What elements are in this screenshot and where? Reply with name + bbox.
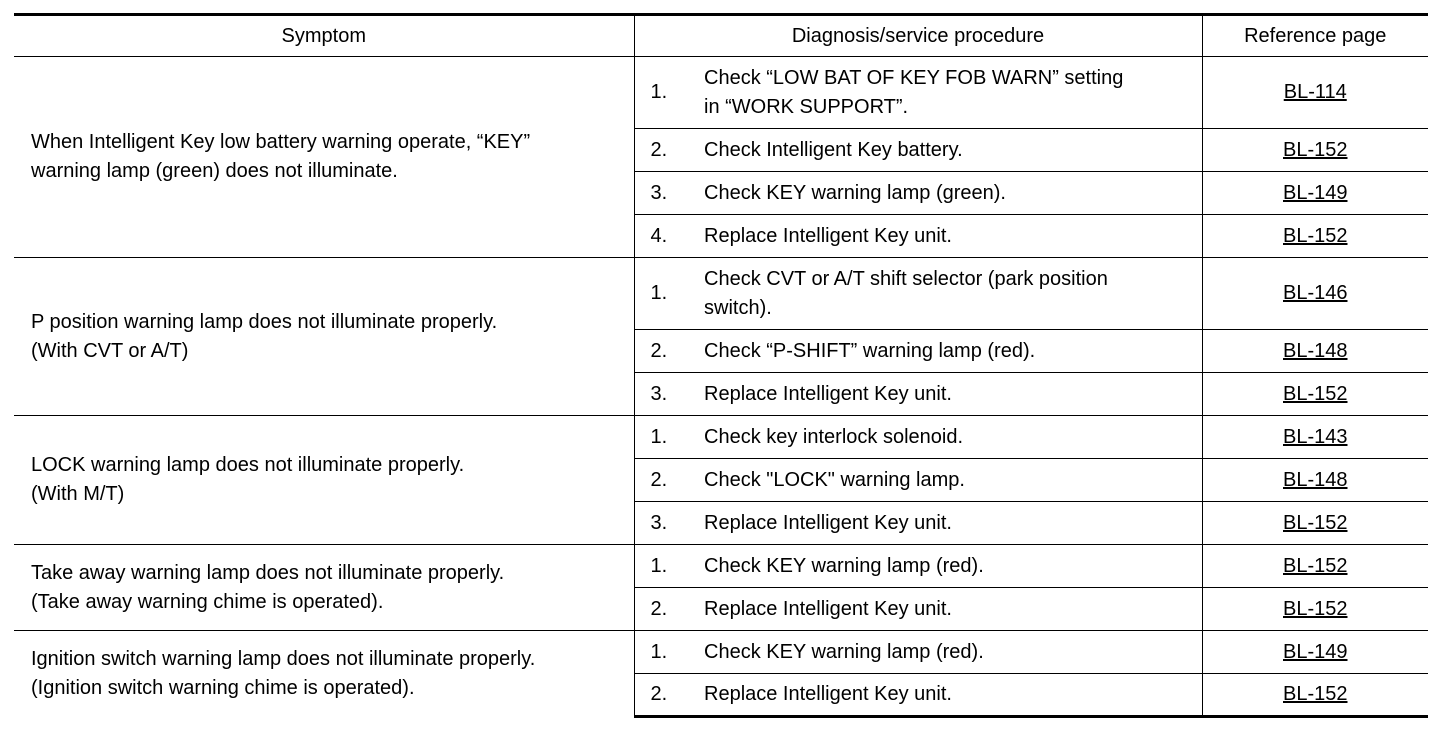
step-text-line: Check “LOW BAT OF KEY FOB WARN” setting (704, 66, 1124, 89)
reference-link[interactable]: BL-152 (1283, 554, 1348, 577)
symptom-cell (14, 416, 634, 545)
reference-cell (1202, 588, 1428, 631)
reference-link[interactable]: BL-152 (1283, 138, 1348, 161)
step-text (704, 215, 1202, 258)
step-number: 1. (634, 416, 704, 459)
reference-link[interactable]: BL-146 (1283, 282, 1348, 304)
step-number: 3. (634, 502, 704, 545)
reference-link[interactable]: BL-152 (1283, 382, 1348, 405)
step-text-line: Replace Intelligent Key unit. (704, 224, 952, 247)
step-text-line: Replace Intelligent Key unit. (704, 382, 952, 405)
step-text-line: Check KEY warning lamp (red). (704, 640, 984, 663)
step-number: 2. (634, 129, 704, 172)
step-text (704, 459, 1202, 502)
step-number: 3. (634, 172, 704, 215)
step-number: 1. (634, 57, 704, 129)
symptom-text-line: (Take away warning chime is operated). (31, 590, 384, 613)
step-text-line: Check "LOCK" warning lamp. (704, 468, 965, 491)
step-text (704, 502, 1202, 545)
table-row (14, 57, 1428, 129)
header-reference: Reference page (1202, 15, 1428, 57)
step-text-line: Check Intelligent Key battery. (704, 138, 963, 161)
step-text (704, 631, 1202, 674)
reference-cell (1202, 129, 1428, 172)
reference-cell (1202, 215, 1428, 258)
step-number: 2. (634, 459, 704, 502)
symptom-cell (14, 631, 634, 717)
reference-cell (1202, 172, 1428, 215)
reference-cell (1202, 258, 1428, 330)
step-text (704, 129, 1202, 172)
step-text (704, 172, 1202, 215)
reference-link[interactable]: BL-148 (1283, 468, 1348, 491)
symptom-cell (14, 545, 634, 631)
step-text-line: Replace Intelligent Key unit. (704, 683, 952, 705)
step-text-line: Replace Intelligent Key unit. (704, 597, 952, 620)
reference-link[interactable]: BL-152 (1283, 597, 1348, 620)
reference-link[interactable]: BL-148 (1283, 339, 1348, 362)
table-row (14, 545, 1428, 588)
step-text (704, 545, 1202, 588)
symptom-cell (14, 258, 634, 416)
step-number: 1. (634, 545, 704, 588)
reference-link[interactable]: BL-149 (1283, 181, 1348, 204)
step-number: 3. (634, 373, 704, 416)
symptom-text-line: (Ignition switch warning chime is operated). (31, 676, 415, 699)
step-text (704, 57, 1202, 129)
table-row (14, 258, 1428, 330)
diagnosis-table (14, 13, 1428, 718)
reference-link[interactable]: BL-143 (1283, 425, 1348, 448)
step-text (704, 674, 1202, 717)
symptom-text-line: (With CVT or A/T) (31, 339, 189, 362)
reference-link[interactable]: BL-114 (1283, 81, 1347, 103)
step-text-line: Check KEY warning lamp (green). (704, 181, 1006, 204)
step-number: 2. (634, 588, 704, 631)
header-row (14, 15, 1428, 57)
symptom-text-line: warning lamp (green) does not illuminate. (31, 160, 398, 182)
reference-link[interactable]: BL-152 (1283, 224, 1348, 247)
table-row (14, 631, 1428, 674)
step-text-line: in “WORK SUPPORT”. (704, 95, 909, 118)
step-text-line: Replace Intelligent Key unit. (704, 511, 952, 534)
reference-cell (1202, 502, 1428, 545)
step-text-line: switch). (704, 296, 772, 319)
reference-cell (1202, 459, 1428, 502)
reference-cell (1202, 373, 1428, 416)
step-number: 2. (634, 330, 704, 373)
symptom-text-line: LOCK warning lamp does not illuminate properly. (31, 454, 465, 476)
step-text-line: Check CVT or A/T shift selector (park position (704, 267, 1108, 290)
header-procedure: Diagnosis/service procedure (634, 15, 1202, 57)
table-row (14, 416, 1428, 459)
step-text (704, 258, 1202, 330)
step-text (704, 588, 1202, 631)
header-symptom: Symptom (14, 15, 634, 57)
symptom-cell (14, 57, 634, 258)
step-number: 1. (634, 631, 704, 674)
step-number: 4. (634, 215, 704, 258)
symptom-text-line: (With M/T) (31, 483, 125, 505)
symptom-text-line: Ignition switch warning lamp does not illuminate properly. (31, 647, 536, 670)
step-text (704, 330, 1202, 373)
reference-cell (1202, 674, 1428, 717)
step-text (704, 416, 1202, 459)
symptom-text-line: Take away warning lamp does not illuminate properly. (31, 561, 505, 584)
step-text-line: Check key interlock solenoid. (704, 425, 964, 448)
step-text-line: Check “P-SHIFT” warning lamp (red). (704, 339, 1036, 362)
reference-cell (1202, 631, 1428, 674)
reference-cell (1202, 57, 1428, 129)
table-body (14, 57, 1428, 717)
step-number: 1. (634, 258, 704, 330)
symptom-text-line: When Intelligent Key low battery warning operate, “KEY” (31, 131, 531, 153)
reference-cell (1202, 416, 1428, 459)
reference-link[interactable]: BL-149 (1283, 640, 1348, 663)
reference-cell (1202, 330, 1428, 373)
reference-cell (1202, 545, 1428, 588)
step-text (704, 373, 1202, 416)
step-number: 2. (634, 674, 704, 717)
symptom-text-line: P position warning lamp does not illuminate properly. (31, 310, 498, 333)
step-text-line: Check KEY warning lamp (red). (704, 554, 984, 577)
reference-link[interactable]: BL-152 (1283, 511, 1348, 534)
reference-link[interactable]: BL-152 (1283, 683, 1348, 705)
